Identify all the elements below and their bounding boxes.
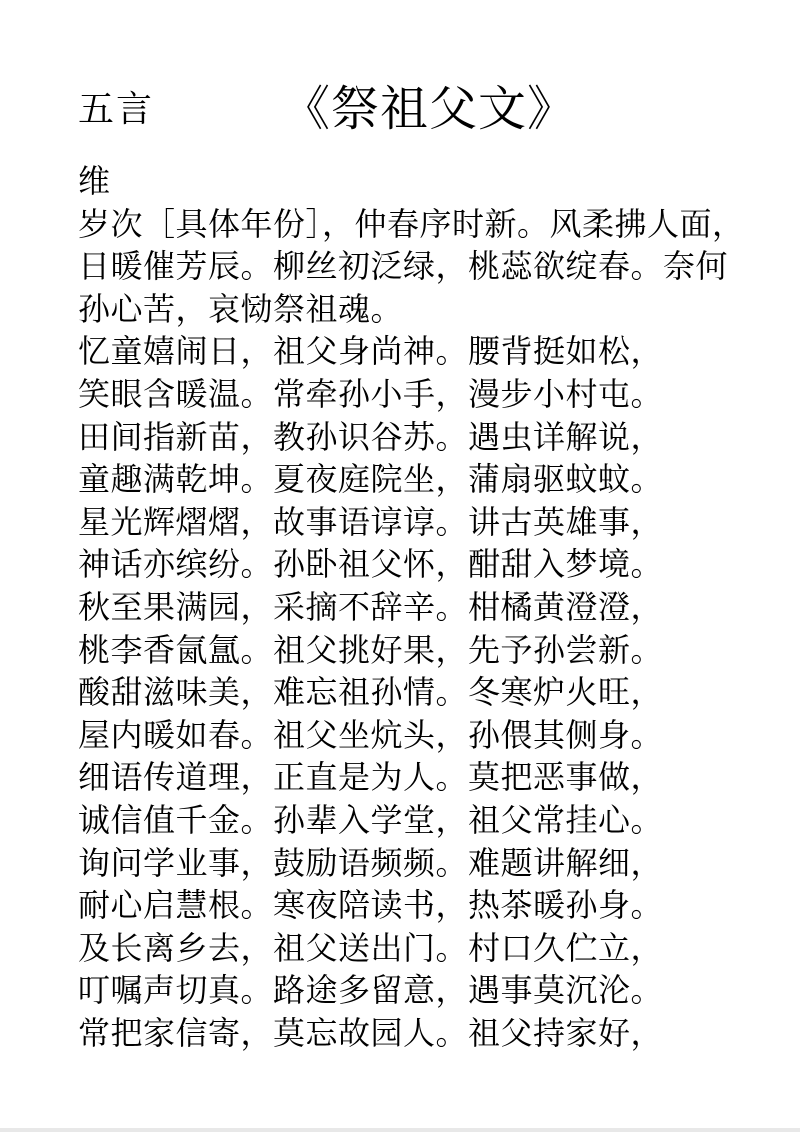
poem-line: 星光辉熠熠，故事语谆谆。讲古英雄事， (78, 502, 664, 541)
poem-line: 神话亦缤纷。孙卧祖父怀，酣甜入梦境。 (78, 545, 664, 584)
poem-line: 耐心启慧根。寒夜陪读书，热茶暖孙身。 (78, 886, 664, 925)
poem-line: 田间指新苗，教孙识谷苏。遇虫详解说， (78, 417, 664, 456)
poem-body (78, 160, 778, 1054)
poem-line: 维 (78, 162, 111, 200)
poem-line: 及长离乡去，祖父送出门。村口久伫立， (78, 928, 664, 967)
poem-line: 秋至果满园，采摘不辞辛。柑橘黄澄澄， (78, 587, 664, 626)
poem-line: 屋内暖如春。祖父坐炕头，孙偎其侧身。 (78, 715, 664, 754)
document-header (78, 80, 758, 140)
poem-line: 日暖催芳辰。柳丝初泛绿，桃蕊欲绽春。奈何 (78, 247, 729, 286)
poem-line: 桃李香氤氲。祖父挑好果，先予孙尝新。 (78, 630, 664, 669)
poem-line: 酸甜滋味美，难忘祖孙情。冬寒炉火旺， (78, 673, 664, 712)
poem-line: 常把家信寄，莫忘故园人。祖父持家好， (78, 1013, 664, 1052)
poem-line: 细语传道理，正直是为人。莫把恶事做， (78, 758, 664, 797)
document-title: 《祭祖父文》 (282, 81, 577, 137)
poem-line: 童趣满乾坤。夏夜庭院坐，蒲扇驱蚊蚊。 (78, 460, 664, 499)
poem-line: 询问学业事，鼓励语频频。难题讲解细， (78, 843, 664, 882)
poem-line: 笑眼含暖温。常牵孙小手，漫步小村屯。 (78, 374, 664, 413)
poem-line: 诚信值千金。孙辈入学堂，祖父常挂心。 (78, 800, 664, 839)
poem-line: 孙心苦，哀恸祭祖魂。 (78, 289, 404, 328)
poem-line: 叮嘱声切真。路途多留意，遇事莫沉沦。 (78, 971, 664, 1010)
page-bottom-border (0, 1128, 800, 1132)
poem-line: 岁次［具体年份］，仲春序时新。风柔拂人面， (78, 204, 745, 243)
poem-line: 忆童嬉闹日，祖父身尚神。腰背挺如松， (78, 332, 664, 371)
poem-category: 五言 (78, 89, 155, 130)
